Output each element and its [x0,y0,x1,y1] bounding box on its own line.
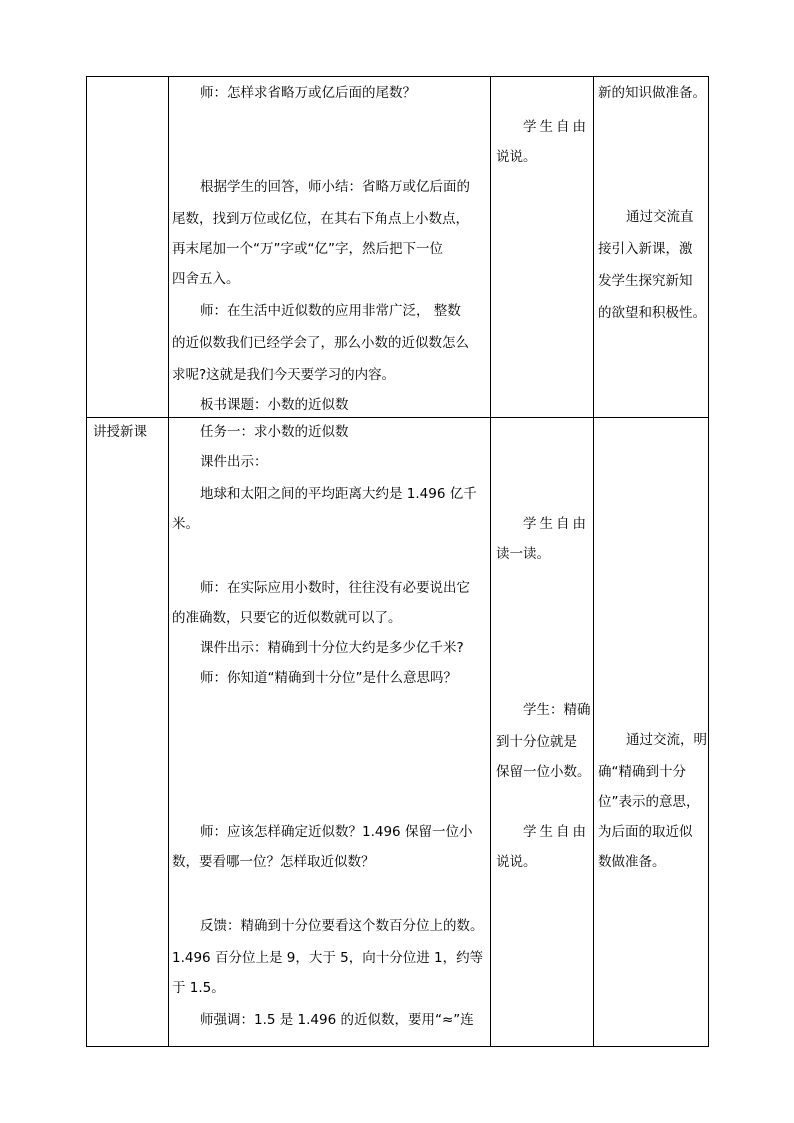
text-line: 保留一位小数。 [496,764,591,780]
text-line: 新的知识做准备。 [598,85,706,101]
text-line: 1.496 百分位上是 9，大于 5，向十分位进 1，约等 [172,950,484,966]
text-line: 通过交流直 [626,209,694,225]
text-line: 确“精确到十分 [598,764,686,780]
text-line: 发学生探究新知 [598,273,693,289]
text-line: 于 1.5。 [172,980,225,996]
text-line: 学生自由 [523,516,589,532]
text-line: 的欲望和积极性。 [598,305,706,321]
stage-cell [87,77,169,418]
text-line: 位”表示的意思， [598,794,700,810]
stage-label: 讲授新课 [93,424,147,440]
text-line: 说说。 [496,149,537,165]
table-row [87,418,709,1047]
text-line: 的近似数我们已经学会了，那么小数的近似数怎么 [172,335,469,351]
text-line: 地球和太阳之间的平均距离大约是 1.496 亿千 [200,486,477,502]
text-line: 师：怎样求省略万或亿后面的尾数？ [200,85,416,101]
text-line: 读一读。 [496,546,550,562]
text-line: 再末尾加一个“万”字或“亿”字，然后把下一位 [172,241,443,257]
text-line: 学生：精确 [523,702,591,718]
text-line: 的准确数，只要它的近似数就可以了。 [172,610,402,626]
text-line: 板书课题：小数的近似数 [200,397,349,413]
design-intent-cell [594,77,709,418]
text-line: 说说。 [496,854,537,870]
text-line: 数，要看哪一位？怎样取近似数？ [172,854,375,870]
text-line: 根据学生的回答，师小结：省略万或亿后面的 [200,179,470,195]
text-line: 四舍五入。 [172,271,240,287]
text-line: 反馈：精确到十分位要看这个数百分位上的数。 [200,918,484,934]
teacher-activity-cell [169,77,491,418]
text-line: 师：在实际应用小数时，往往没有必要说出它 [200,580,470,596]
text-line: 师：你知道“精确到十分位”是什么意思吗？ [200,670,457,686]
text-line: 学生自由 [523,119,589,135]
student-activity-cell [491,77,594,418]
stage-cell [87,418,169,1047]
text-line: 师：在生活中近似数的应用非常广泛， 整数 [200,303,461,319]
text-line: 课件出示：精确到十分位大约是多少亿千米? [200,640,464,656]
design-intent-cell [594,418,709,1047]
teacher-activity-cell [169,418,491,1047]
text-line: 为后面的取近似 [598,824,693,840]
text-line: 到十分位就是 [496,734,577,750]
text-line: 接引入新课，激 [598,241,693,257]
text-line: 数做准备。 [598,854,666,870]
text-line: 师强调：1.5 是 1.496 的近似数，要用“≈”连 [200,1012,474,1028]
text-line: 通过交流，明 [626,732,707,748]
text-line: 求呢?这就是我们今天要学习的内容。 [172,367,396,383]
lesson-plan-table [86,76,709,1047]
student-activity-cell [491,418,594,1047]
text-line: 学生自由 [523,824,589,840]
text-line: 任务一：求小数的近似数 [200,424,349,440]
text-line: 师：应该怎样确定近似数？1.496 保留一位小 [200,824,473,840]
text-line: 尾数，找到万位或亿位，在其右下角点上小数点， [172,211,469,227]
text-line: 米。 [172,516,199,532]
table-row [87,77,709,418]
text-line: 课件出示： [200,454,268,470]
